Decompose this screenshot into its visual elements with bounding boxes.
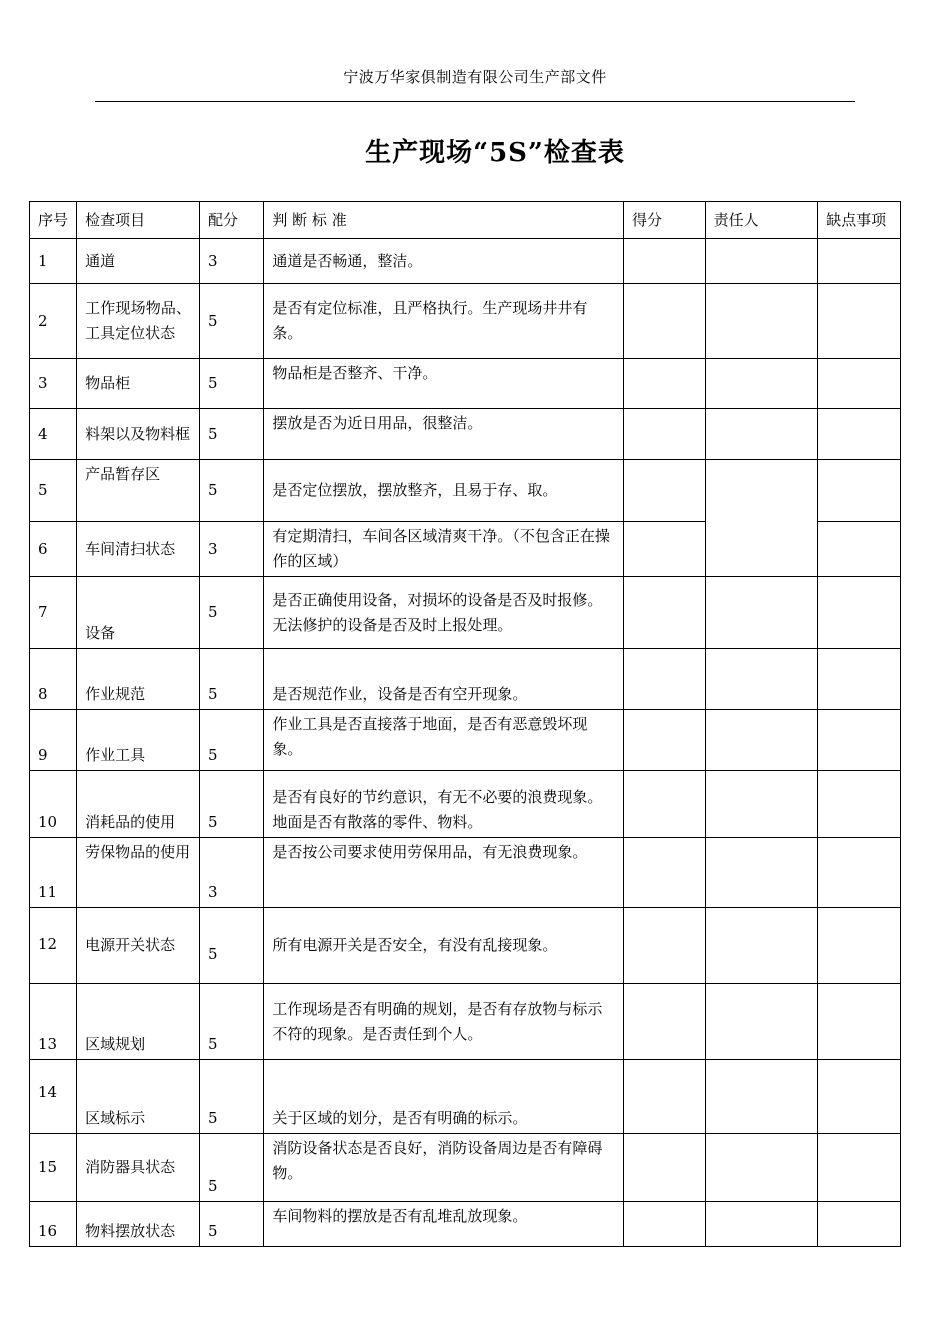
score-cell[interactable] xyxy=(624,522,706,577)
score-cell[interactable] xyxy=(624,649,706,710)
defect-cell[interactable] xyxy=(818,838,901,908)
responsible-cell[interactable] xyxy=(705,984,818,1060)
row-number: 13 xyxy=(30,984,77,1060)
defect-cell[interactable] xyxy=(818,1202,901,1247)
table-row xyxy=(30,838,901,908)
defect-cell[interactable] xyxy=(818,239,901,284)
table-row xyxy=(30,460,901,522)
table-row xyxy=(30,710,901,771)
criteria: 所有电源开关是否安全，有没有乱接现象。 xyxy=(264,908,624,984)
row-number: 16 xyxy=(30,1202,77,1247)
column-header: 判 断 标 准 xyxy=(264,202,624,239)
defect-cell[interactable] xyxy=(818,710,901,771)
check-item: 料架以及物料框 xyxy=(77,409,200,460)
responsible-cell[interactable] xyxy=(705,838,818,908)
check-item: 产品暂存区 xyxy=(77,460,200,522)
table-row xyxy=(30,577,901,649)
inspection-table xyxy=(29,201,901,1247)
responsible-cell[interactable] xyxy=(705,908,818,984)
row-number: 4 xyxy=(30,409,77,460)
score-allocation: 5 xyxy=(200,409,264,460)
criteria: 是否定位摆放，摆放整齐，且易于存、取。 xyxy=(264,460,624,522)
criteria: 有定期清扫，车间各区域清爽干净。（不包含正在操作的区域） xyxy=(264,522,624,577)
check-item: 作业工具 xyxy=(77,710,200,771)
check-item: 区域规划 xyxy=(77,984,200,1060)
row-number: 6 xyxy=(30,522,77,577)
responsible-cell[interactable] xyxy=(705,577,818,649)
criteria: 关于区域的划分，是否有明确的标示。 xyxy=(264,1060,624,1134)
table-row xyxy=(30,1202,901,1247)
check-item: 消防器具状态 xyxy=(77,1134,200,1202)
score-allocation: 3 xyxy=(200,239,264,284)
row-number: 10 xyxy=(30,771,77,838)
column-header: 得分 xyxy=(624,202,706,239)
column-header: 检查项目 xyxy=(77,202,200,239)
check-item: 工作现场物品、工具定位状态 xyxy=(77,284,200,359)
table-row xyxy=(30,771,901,838)
check-item: 物料摆放状态 xyxy=(77,1202,200,1247)
score-cell[interactable] xyxy=(624,710,706,771)
check-item: 电源开关状态 xyxy=(77,908,200,984)
defect-cell[interactable] xyxy=(818,1134,901,1202)
row-number: 11 xyxy=(30,838,77,908)
criteria: 是否按公司要求使用劳保用品，有无浪费现象。 xyxy=(264,838,624,908)
table-row xyxy=(30,359,901,409)
score-allocation: 5 xyxy=(200,649,264,710)
score-allocation: 5 xyxy=(200,771,264,838)
row-number: 9 xyxy=(30,710,77,771)
row-number: 7 xyxy=(30,577,77,649)
score-allocation: 5 xyxy=(200,460,264,522)
responsible-cell[interactable] xyxy=(705,239,818,284)
responsible-cell[interactable] xyxy=(705,1060,818,1134)
column-header: 序号 xyxy=(30,202,77,239)
score-allocation: 5 xyxy=(200,1134,264,1202)
responsible-cell[interactable] xyxy=(705,771,818,838)
score-cell[interactable] xyxy=(624,239,706,284)
criteria: 车间物料的摆放是否有乱堆乱放现象。 xyxy=(264,1202,624,1247)
check-item: 车间清扫状态 xyxy=(77,522,200,577)
criteria: 通道是否畅通，整洁。 xyxy=(264,239,624,284)
table-row xyxy=(30,649,901,710)
score-allocation: 5 xyxy=(200,1060,264,1134)
score-cell[interactable] xyxy=(624,838,706,908)
score-allocation: 5 xyxy=(200,908,264,984)
header-rule xyxy=(95,101,855,102)
check-item: 区域标示 xyxy=(77,1060,200,1134)
row-number: 1 xyxy=(30,239,77,284)
defect-cell[interactable] xyxy=(818,908,901,984)
score-cell[interactable] xyxy=(624,908,706,984)
responsible-cell[interactable] xyxy=(705,1134,818,1202)
table-row xyxy=(30,908,901,984)
table-row xyxy=(30,1134,901,1202)
defect-cell[interactable] xyxy=(818,284,901,359)
document-header: 宁波万华家俱制造有限公司生产部文件 xyxy=(343,68,607,86)
row-number: 8 xyxy=(30,649,77,710)
defect-cell[interactable] xyxy=(818,771,901,838)
responsible-cell[interactable] xyxy=(705,460,818,577)
row-number: 3 xyxy=(30,359,77,409)
row-number: 5 xyxy=(30,460,77,522)
criteria: 摆放是否为近日用品，很整洁。 xyxy=(264,409,624,460)
defect-cell[interactable] xyxy=(818,460,901,522)
defect-cell[interactable] xyxy=(818,1060,901,1134)
score-cell[interactable] xyxy=(624,1060,706,1134)
score-allocation: 5 xyxy=(200,284,264,359)
check-item: 物品柜 xyxy=(77,359,200,409)
criteria: 是否有定位标准，且严格执行。生产现场井井有条。 xyxy=(264,284,624,359)
score-allocation: 5 xyxy=(200,984,264,1060)
score-allocation: 5 xyxy=(200,1202,264,1247)
table-header-row xyxy=(30,202,901,239)
row-number: 15 xyxy=(30,1134,77,1202)
check-item: 劳保物品的使用 xyxy=(77,838,200,908)
criteria: 物品柜是否整齐、干净。 xyxy=(264,359,624,409)
score-cell[interactable] xyxy=(624,577,706,649)
score-cell[interactable] xyxy=(624,984,706,1060)
table-row xyxy=(30,409,901,460)
table-row xyxy=(30,284,901,359)
criteria: 工作现场是否有明确的规划，是否有存放物与标示不符的现象。是否责任到个人。 xyxy=(264,984,624,1060)
check-item: 通道 xyxy=(77,239,200,284)
row-number: 2 xyxy=(30,284,77,359)
responsible-cell[interactable] xyxy=(705,409,818,460)
score-cell[interactable] xyxy=(624,409,706,460)
defect-cell[interactable] xyxy=(818,577,901,649)
responsible-cell[interactable] xyxy=(705,284,818,359)
check-item: 消耗品的使用 xyxy=(77,771,200,838)
score-allocation: 5 xyxy=(200,359,264,409)
row-number: 12 xyxy=(30,908,77,984)
score-allocation: 5 xyxy=(200,710,264,771)
score-cell[interactable] xyxy=(624,771,706,838)
column-header: 责任人 xyxy=(705,202,818,239)
defect-cell[interactable] xyxy=(818,649,901,710)
score-cell[interactable] xyxy=(624,1202,706,1247)
row-number: 14 xyxy=(30,1060,77,1134)
table-row xyxy=(30,984,901,1060)
responsible-cell[interactable] xyxy=(705,710,818,771)
responsible-cell[interactable] xyxy=(705,359,818,409)
table-row xyxy=(30,239,901,284)
table-row xyxy=(30,1060,901,1134)
score-cell[interactable] xyxy=(624,359,706,409)
criteria: 是否有良好的节约意识，有无不必要的浪费现象。地面是否有散落的零件、物料。 xyxy=(264,771,624,838)
column-header: 配分 xyxy=(200,202,264,239)
responsible-cell[interactable] xyxy=(705,1202,818,1247)
document-title: 生产现场“5S”检查表 xyxy=(365,138,625,168)
criteria: 是否正确使用设备，对损坏的设备是否及时报修。无法修护的设备是否及时上报处理。 xyxy=(264,577,624,649)
criteria: 作业工具是否直接落于地面，是否有恶意毁坏现象。 xyxy=(264,710,624,771)
score-cell[interactable] xyxy=(624,1134,706,1202)
responsible-cell[interactable] xyxy=(705,649,818,710)
score-cell[interactable] xyxy=(624,284,706,359)
score-allocation: 5 xyxy=(200,577,264,649)
criteria: 消防设备状态是否良好，消防设备周边是否有障碍物。 xyxy=(264,1134,624,1202)
criteria: 是否规范作业，设备是否有空开现象。 xyxy=(264,649,624,710)
score-allocation: 3 xyxy=(200,838,264,908)
defect-cell[interactable] xyxy=(818,984,901,1060)
score-cell[interactable] xyxy=(624,460,706,522)
check-item: 设备 xyxy=(77,577,200,649)
score-allocation: 3 xyxy=(200,522,264,577)
defect-cell[interactable] xyxy=(818,359,901,409)
column-header: 缺点事项 xyxy=(818,202,901,239)
defect-cell[interactable] xyxy=(818,522,901,577)
check-item: 作业规范 xyxy=(77,649,200,710)
defect-cell[interactable] xyxy=(818,409,901,460)
